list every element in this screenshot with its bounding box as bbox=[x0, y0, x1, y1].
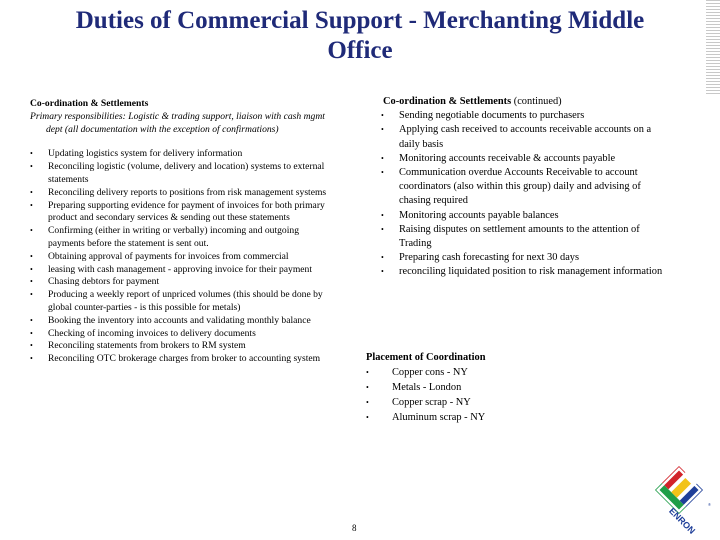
left-bullet-list bbox=[30, 148, 332, 366]
left-bullet-item: • Confirming (either in writing or verbally) incoming and outgoing payments before the statement is sent out. bbox=[30, 225, 332, 251]
left-bullet-item: • Reconciling OTC brokerage charges from broker to accounting system bbox=[30, 353, 332, 366]
left-bullet-item: • Booking the inventory into accounts and validating monthly balance bbox=[30, 315, 332, 328]
decorative-hatch-bar bbox=[706, 0, 720, 95]
enron-logo bbox=[640, 462, 714, 536]
placement-item: • Copper cons - NY bbox=[366, 365, 626, 380]
right-bullet-item: • Applying cash received to accounts receivable accounts on a daily basis bbox=[363, 123, 663, 151]
right-bullet-item: • Sending negotiable documents to purchasers bbox=[363, 109, 663, 123]
enron-e-mark bbox=[655, 466, 703, 514]
right-bullet-item: • Monitoring accounts payable balances bbox=[363, 209, 663, 223]
left-bullet-item: • Producing a weekly report of unpriced volumes (this should be done by global counter-parties - is this possible for metals) bbox=[30, 289, 332, 315]
right-bullet-item: • Communication overdue Accounts Receivable to account coordinators (also within this group) daily and advising of chasing required bbox=[363, 166, 663, 209]
right-bullet-list bbox=[363, 109, 663, 279]
left-bullet-item: • leasing with cash management - approving invoice for their payment bbox=[30, 264, 332, 277]
logo-wordmark: ENRON bbox=[667, 505, 698, 536]
left-heading: Co-ordination & Settlements bbox=[30, 98, 149, 109]
slide-title-line-2: Office bbox=[327, 37, 393, 64]
slide-title bbox=[40, 6, 680, 66]
right-bullet-item: • reconciling liquidated position to risk management information bbox=[363, 265, 663, 279]
right-column bbox=[363, 95, 663, 280]
left-bullet-item: • Obtaining approval of payments for invoices from commercial bbox=[30, 251, 332, 264]
right-bullet-item: • Preparing cash forecasting for next 30 days bbox=[363, 251, 663, 265]
placement-section bbox=[366, 350, 626, 425]
right-bullet-item: • Monitoring accounts receivable & accounts payable bbox=[363, 152, 663, 166]
right-heading-bold: Co-ordination & Settlements bbox=[383, 96, 512, 107]
page-number: 8 bbox=[352, 523, 357, 533]
placement-item: • Aluminum scrap - NY bbox=[366, 410, 626, 425]
placement-heading: Placement of Coordination bbox=[366, 352, 486, 363]
left-bullet-item: • Updating logistics system for delivery information bbox=[30, 148, 332, 161]
left-bullet-item: • Chasing debtors for payment bbox=[30, 276, 332, 289]
right-heading-suffix: (continued) bbox=[511, 96, 562, 107]
placement-item: • Copper scrap - NY bbox=[366, 395, 626, 410]
left-column bbox=[30, 98, 332, 366]
right-bullet-item: • Raising disputes on settlement amounts to the attention of Trading bbox=[363, 223, 663, 251]
placement-list bbox=[366, 365, 626, 425]
right-heading bbox=[383, 95, 663, 109]
left-bullet-item: • Reconciling delivery reports to positions from risk management systems bbox=[30, 187, 332, 200]
logo-trademark: ® bbox=[708, 502, 711, 507]
slide-title-line-1: Duties of Commercial Support - Merchanting Middle bbox=[75, 7, 645, 34]
left-bullet-item: • Reconciling statements from brokers to RM system bbox=[30, 340, 332, 353]
left-bullet-item: • Reconciling logistic (volume, delivery and location) systems to external statements bbox=[30, 161, 332, 187]
primary-responsibilities: Primary responsibilities: Logistic & trading support, liaison with cash mgmt dept (all documentation with the exception of confirmations) bbox=[30, 110, 325, 135]
placement-item: • Metals - London bbox=[366, 380, 626, 395]
left-bullet-item: • Checking of incoming invoices to delivery documents bbox=[30, 328, 332, 341]
left-bullet-item: • Preparing supporting evidence for payment of invoices for both primary product and secondary services & sending out these statements bbox=[30, 200, 332, 226]
